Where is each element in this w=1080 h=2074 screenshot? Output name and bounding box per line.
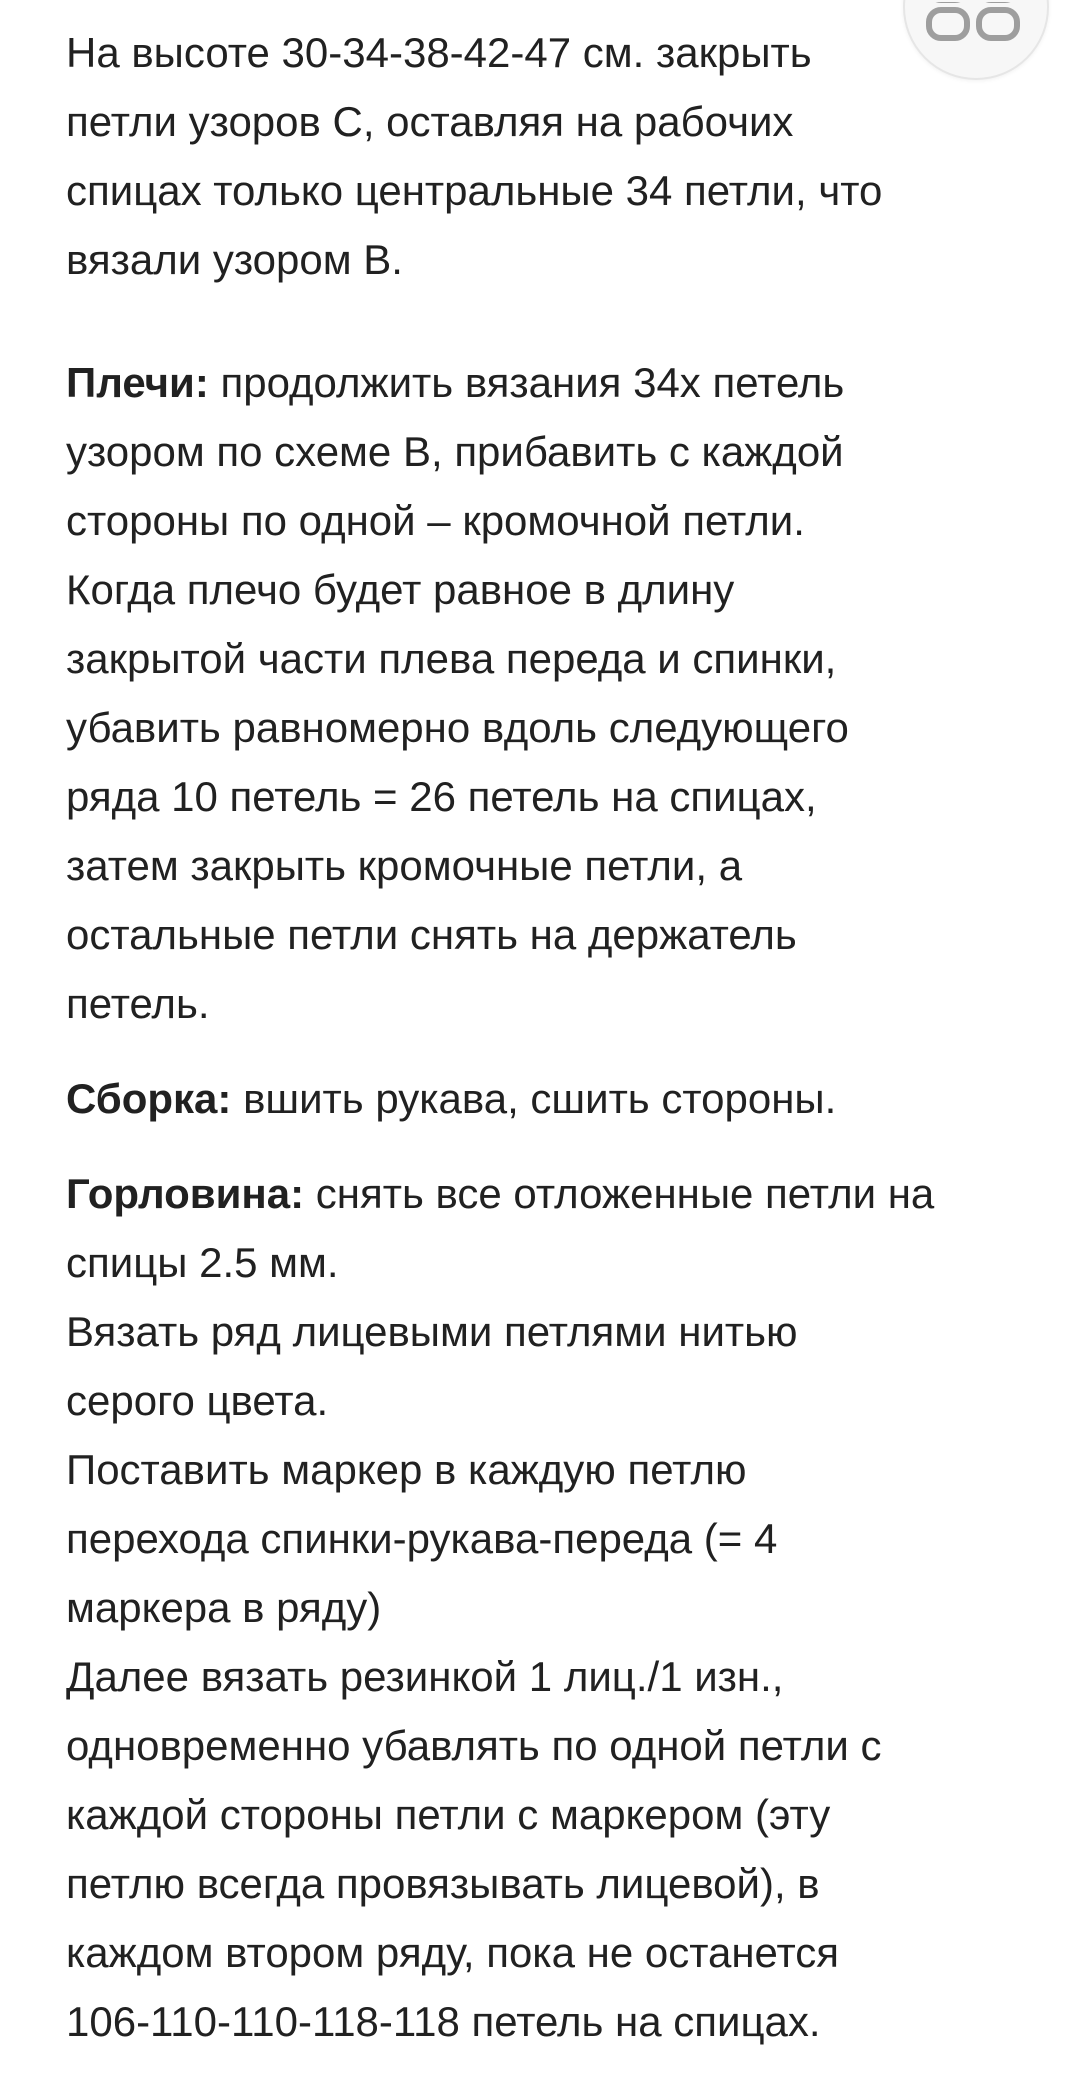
neckline-text: снять все отложенные петли на спицы 2.5 мм. Вязать ряд лицевыми петлями нитью серого цвета. Поставить маркер в каждую петлю перехода спинки-рукава-переда (= 4 маркера в ряду) Далее вязать резинкой 1 лиц./1 изн., одновременно убавлять по одной петли с каждой стороны петли с маркером (эту петлю всегда провязывать лицевой), в каждом втором ряду, пока не останется 106-110-110-118-118 петель на спицах. xyxy=(66,1170,935,2045)
article-body xyxy=(66,18,1026,2056)
paragraph-assembly xyxy=(66,1064,1026,1133)
grid-icon xyxy=(923,2,1023,52)
paragraph-gap xyxy=(66,294,1026,348)
assembly-text: вшить рукава, сшить стороны. xyxy=(231,1075,837,1122)
paragraph-gap xyxy=(66,1133,1026,1159)
paragraph-gap xyxy=(66,1038,1026,1064)
shoulders-text: продолжить вязания 34х петель узором по схеме В, прибавить с каждой стороны по одной – кромочной петли. Когда плечо будет равное в длину закрытой части плева переда и спинки, убавить равномерно вдоль следующего ряда 10 петель = 26 петель на спицах, затем закрыть кромочные петли, а остальные петли снять на держатель петель. xyxy=(66,359,849,1027)
shoulders-label: Плечи: xyxy=(66,359,209,406)
paragraph-neckline xyxy=(66,1159,1026,2056)
neckline-label: Горловина: xyxy=(66,1170,305,1217)
paragraph-shoulders xyxy=(66,348,1026,1038)
assembly-label: Сборка: xyxy=(66,1075,232,1122)
paragraph-neckline-start: На высоте 30-34-38-42-47 см. закрыть петли узоров С, оставляя на рабочих спицах только центральные 34 петли, что вязали узором В. xyxy=(66,29,883,283)
